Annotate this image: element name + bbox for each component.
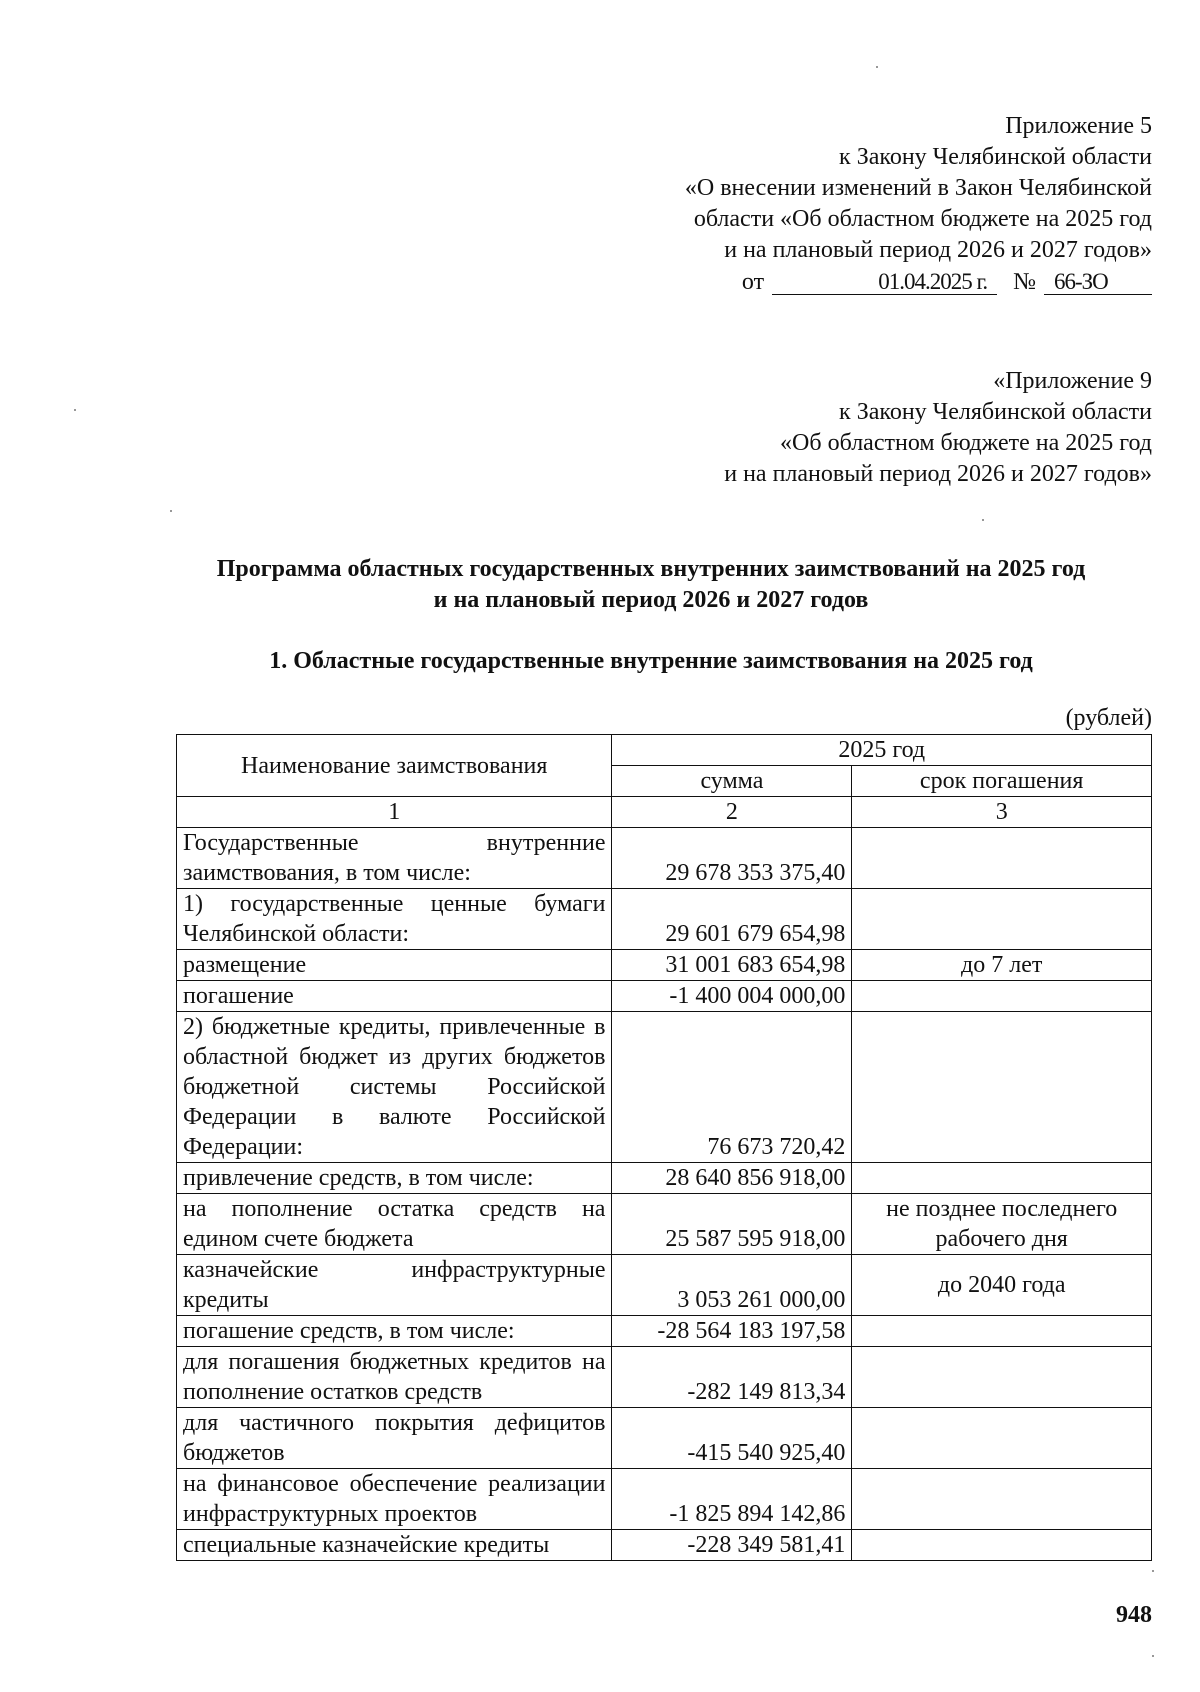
row-sum: 31 001 683 654,98	[612, 950, 852, 981]
header-year: 2025 год	[612, 735, 1152, 766]
section-title: 1. Областные государственные внутренние заимствования на 2025 год	[269, 648, 1033, 674]
column-number-row	[177, 797, 1152, 828]
appendix-9-law-ref: к Закону Челябинской области	[839, 399, 1152, 425]
row-sum: 25 587 595 918,00	[612, 1194, 852, 1255]
table-row	[177, 1316, 1152, 1347]
table-row	[177, 1469, 1152, 1530]
table-row	[177, 950, 1152, 981]
row-term	[852, 1530, 1152, 1561]
program-title-line-1: Программа областных государственных внутренних заимствований на 2025 год	[216, 556, 1086, 582]
row-sum: 28 640 856 918,00	[612, 1163, 852, 1194]
table-row	[177, 1255, 1152, 1316]
scan-speck	[1152, 1655, 1154, 1657]
row-term	[852, 1163, 1152, 1194]
appendix-5-date-line	[685, 266, 1152, 298]
row-term	[852, 828, 1152, 889]
appendix-5-law-ref: к Закону Челябинской области	[839, 144, 1152, 170]
appendix-5-law-name-1: «О внесении изменений в Закон Челябинской	[684, 175, 1152, 201]
row-name: специальные казначейские кредиты	[177, 1530, 612, 1561]
row-name: привлечение средств, в том числе:	[177, 1163, 612, 1194]
currency-unit: (рублей)	[1065, 705, 1152, 731]
row-name: на финансовое обеспечение реализации инфраструктурных проектов	[177, 1469, 612, 1530]
table-row	[177, 889, 1152, 950]
row-name: на пополнение остатка средств на едином счете бюджета	[177, 1194, 612, 1255]
appendix-9-title: «Приложение 9	[993, 368, 1152, 394]
row-term: не позднее последнего рабочего дня	[852, 1194, 1152, 1255]
date-prefix: от	[741, 269, 765, 295]
scan-speck	[74, 409, 76, 411]
header-term: срок погашения	[852, 766, 1152, 797]
appendix-5-header	[685, 111, 1152, 298]
row-sum: -1 825 894 142,86	[612, 1469, 852, 1530]
table-row	[177, 1194, 1152, 1255]
law-number: 66-ЗО	[1044, 266, 1152, 295]
scan-speck	[170, 510, 172, 512]
table-row	[177, 1347, 1152, 1408]
row-term	[852, 1012, 1152, 1163]
row-name: погашение средств, в том числе:	[177, 1316, 612, 1347]
appendix-9-law-name-2: и на плановый период 2026 и 2027 годов»	[724, 461, 1152, 487]
column-number: 2	[612, 797, 852, 828]
row-term: до 2040 года	[852, 1255, 1152, 1316]
appendix-5-title: Приложение 5	[1005, 113, 1152, 139]
appendix-5-law-name-3: и на плановый период 2026 и 2027 годов»	[724, 237, 1152, 263]
scan-speck	[1152, 1570, 1154, 1572]
page-number: 948	[1116, 1602, 1152, 1628]
header-name: Наименование заимствования	[177, 735, 612, 797]
table-row	[177, 1530, 1152, 1561]
table-row	[177, 1012, 1152, 1163]
row-term	[852, 1347, 1152, 1408]
row-name: казначейские инфраструктурные кредиты	[177, 1255, 612, 1316]
row-sum: 76 673 720,42	[612, 1012, 852, 1163]
appendix-9-header	[724, 366, 1152, 490]
scan-speck	[982, 519, 984, 521]
row-name: для частичного покрытия дефицитов бюджетов	[177, 1408, 612, 1469]
header-sum: сумма	[612, 766, 852, 797]
program-title-line-2: и на плановый период 2026 и 2027 годов	[433, 587, 869, 613]
row-term	[852, 889, 1152, 950]
row-term: до 7 лет	[852, 950, 1152, 981]
borrowings-table	[176, 734, 1152, 1561]
scan-speck	[876, 66, 878, 68]
table-row	[177, 981, 1152, 1012]
row-sum: 3 053 261 000,00	[612, 1255, 852, 1316]
row-sum: -1 400 004 000,00	[612, 981, 852, 1012]
row-name: Государственные внутренние заимствования, в том числе:	[177, 828, 612, 889]
program-title	[150, 554, 1152, 616]
table-row	[177, 828, 1152, 889]
row-name: погашение	[177, 981, 612, 1012]
row-name: размещение	[177, 950, 612, 981]
row-sum: 29 601 679 654,98	[612, 889, 852, 950]
row-term	[852, 1316, 1152, 1347]
row-term	[852, 1469, 1152, 1530]
appendix-9-law-name-1: «Об областном бюджете на 2025 год	[780, 430, 1152, 456]
table-row	[177, 1163, 1152, 1194]
row-term	[852, 981, 1152, 1012]
column-number: 3	[852, 797, 1152, 828]
row-sum: -415 540 925,40	[612, 1408, 852, 1469]
row-sum: 29 678 353 375,40	[612, 828, 852, 889]
law-date: 01.04.2025 г.	[772, 266, 997, 295]
number-prefix: №	[1013, 269, 1036, 295]
column-number: 1	[177, 797, 612, 828]
row-sum: -282 149 813,34	[612, 1347, 852, 1408]
row-name: для погашения бюджетных кредитов на пополнение остатков средств	[177, 1347, 612, 1408]
row-name: 1) государственные ценные бумаги Челябинской области:	[177, 889, 612, 950]
row-name: 2) бюджетные кредиты, привлеченные в областной бюджет из других бюджетов бюджетной системы Российской Федерации в валюте Российской Федерации:	[177, 1012, 612, 1163]
row-sum: -228 349 581,41	[612, 1530, 852, 1561]
appendix-5-law-name-2: области «Об областном бюджете на 2025 год	[693, 206, 1152, 232]
row-sum: -28 564 183 197,58	[612, 1316, 852, 1347]
table-header-row	[177, 735, 1152, 766]
row-term	[852, 1408, 1152, 1469]
table-row	[177, 1408, 1152, 1469]
